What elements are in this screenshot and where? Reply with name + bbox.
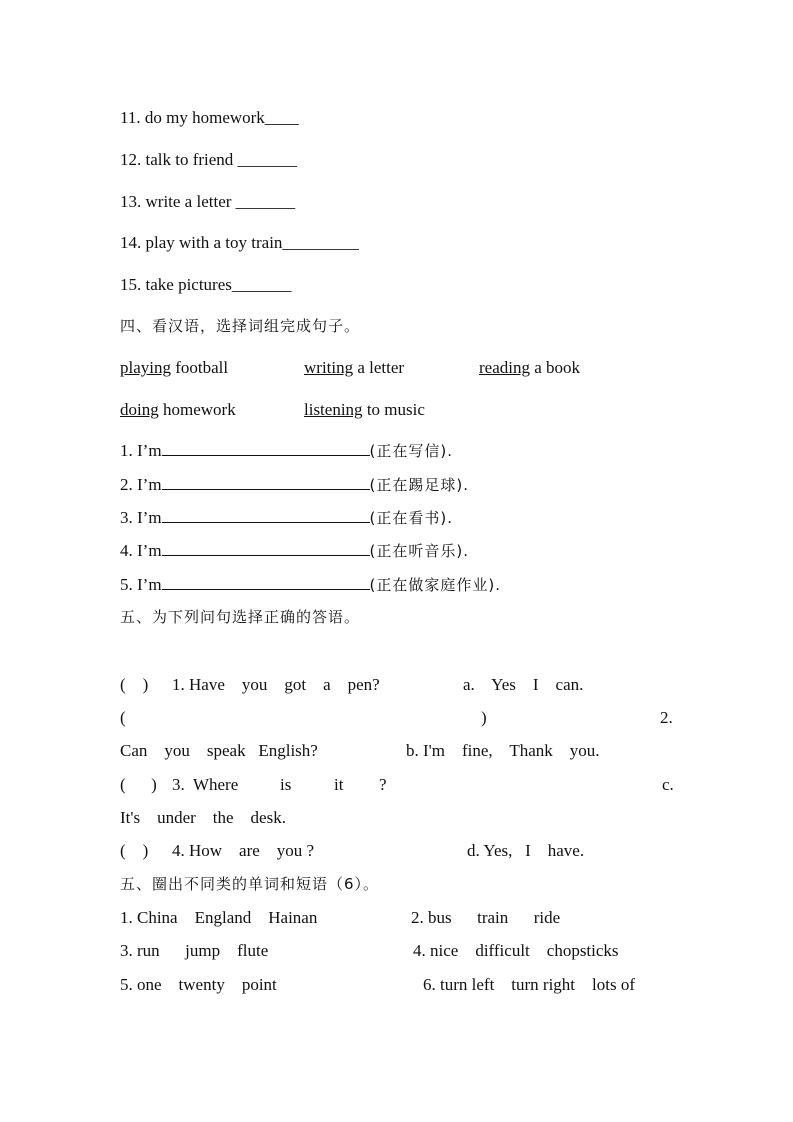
q3-it: it [334, 775, 344, 794]
matching-item-13: 13. write a letter _______ [120, 192, 296, 211]
answer-blank-3[interactable] [162, 507, 370, 523]
phrase-playing-football: playing football [120, 358, 229, 377]
q4-question: 4. How are you ? [172, 841, 315, 860]
q1-answer: a. Yes I can. [463, 675, 584, 694]
q2-number: 2. [660, 708, 673, 727]
q4-answer: d. Yes, I have. [467, 841, 585, 860]
phrase-reading-a-book: reading a book [479, 358, 581, 377]
q3-question-mark: ? [379, 775, 387, 794]
odd-one-out-row-2-right: 4. nice difficult chopsticks [413, 941, 619, 960]
q3-answer: It's under the desk. [120, 808, 286, 827]
sentence-4: 4. I’m (正在听音乐). [120, 541, 470, 560]
answer-blank-5[interactable] [162, 574, 370, 590]
matching-item-15: 15. take pictures_______ [120, 275, 292, 294]
section5a-title: 五、为下列问句选择正确的答语。 [120, 608, 361, 626]
q4-paren[interactable]: ( ) [120, 841, 149, 860]
phrase-listening-to-music: listening to music [304, 400, 425, 419]
phrase-writing-a-letter: writing a letter [304, 358, 405, 377]
q2-close-paren[interactable]: ) [481, 708, 487, 727]
q3-option-letter: c. [662, 775, 674, 794]
phrase-doing-homework: doing homework [120, 400, 236, 419]
sentence-2: 2. I’m (正在踢足球). [120, 475, 470, 494]
odd-one-out-row-3-right: 6. turn left turn right lots of [423, 975, 636, 994]
answer-blank-1[interactable] [162, 440, 370, 456]
matching-item-11: 11. do my homework____ [120, 108, 299, 127]
q3-paren[interactable]: ( ) [120, 775, 157, 794]
q1-question: 1. Have you got a pen? [172, 675, 380, 694]
sentence-3: 3. I’m (正在看书). [120, 508, 454, 527]
q2-answer: b. I'm fine, Thank you. [406, 741, 600, 760]
answer-blank-2[interactable] [162, 474, 370, 490]
odd-one-out-row-1-left: 1. China England Hainan [120, 908, 318, 927]
odd-one-out-row-2-left: 3. run jump flute [120, 941, 269, 960]
matching-item-12: 12. talk to friend _______ [120, 150, 298, 169]
q3-is: is [280, 775, 292, 794]
odd-one-out-row-3-left: 5. one twenty point [120, 975, 277, 994]
section5b-title: 五、圈出不同类的单词和短语（6）。 [120, 875, 380, 893]
answer-blank-4[interactable] [162, 540, 370, 556]
sentence-5: 5. I’m (正在做家庭作业). [120, 575, 502, 594]
section4-title: 四、看汉语，选择词组完成句子。 [120, 317, 361, 335]
q1-paren[interactable]: ( ) [120, 675, 149, 694]
q2-open-paren[interactable]: ( [120, 708, 126, 727]
q3-question: 3. Where [172, 775, 239, 794]
sentence-1: 1. I’m (正在写信). [120, 441, 454, 460]
matching-item-14: 14. play with a toy train_________ [120, 233, 359, 252]
odd-one-out-row-1-right: 2. bus train ride [411, 908, 561, 927]
q2-question: Can you speak English? [120, 741, 318, 760]
